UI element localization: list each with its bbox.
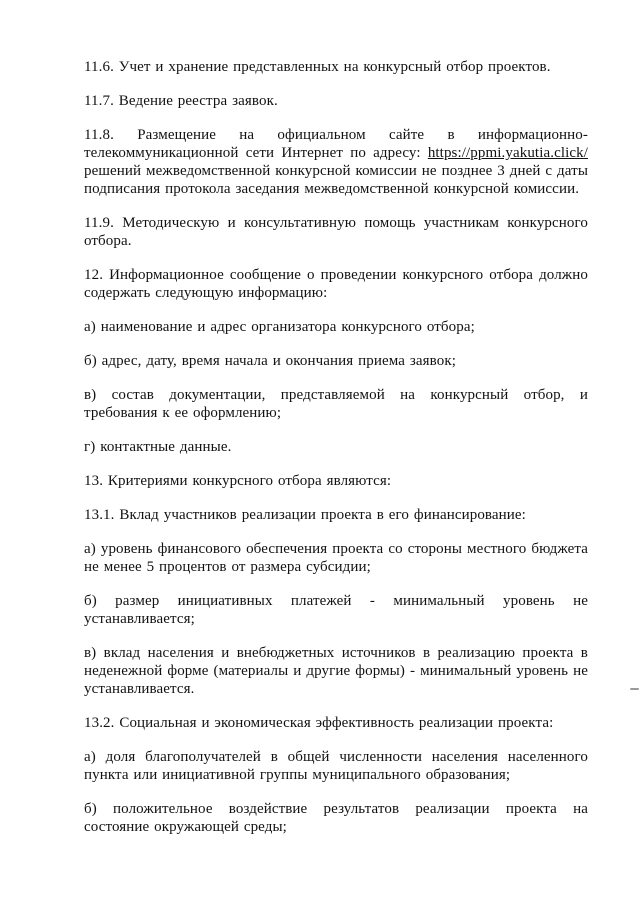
paragraph-13-2-item-a: а) доля благополучателей в общей численности населения населенного пункта или инициативной группы муниципального образования;: [84, 749, 588, 783]
website-url-link[interactable]: https://ppmi.yakutia.click/: [427, 145, 588, 161]
paragraph-12-item-b: б) адрес, дату, время начала и окончания приема заявок;: [84, 353, 456, 369]
paragraph-11-8-text-before: 11.8. Размещение на официальном сайте в информационно-телекоммуникационной сети Интернет по адресу:: [84, 127, 588, 161]
paragraph-13-1-item-a: а) уровень финансового обеспечения проекта со стороны местного бюджета не менее 5 процентов от размера субсидии;: [84, 541, 588, 575]
paragraph-13-1: 13.1. Вклад участников реализации проекта в его финансирование:: [84, 507, 526, 523]
paragraph-12-item-v: в) состав документации, представляемой на конкурсный отбор, и требования к ее оформлению;: [84, 387, 588, 421]
scan-artifact-mark: [630, 688, 639, 690]
paragraph-13-2: 13.2. Социальная и экономическая эффективность реализации проекта:: [84, 715, 554, 731]
paragraph-13-2-item-b: б) положительное воздействие результатов реализации проекта на состояние окружающей среды;: [84, 801, 588, 835]
paragraph-12-item-a: а) наименование и адрес организатора конкурсного отбора;: [84, 319, 475, 335]
paragraph-11-6: 11.6. Учет и хранение представленных на конкурсный отбор проектов.: [84, 59, 551, 75]
paragraph-13: 13. Критериями конкурсного отбора являются:: [84, 473, 392, 489]
paragraph-11-7: 11.7. Ведение реестра заявок.: [84, 93, 278, 109]
paragraph-11-8: [84, 126, 588, 198]
paragraph-11-8-text-after: решений межведомственной конкурсной комиссии не позднее 3 дней с даты подписания протокола заседания межведомственной конкурсной комиссии.: [84, 163, 588, 197]
paragraph-13-1-item-b: б) размер инициативных платежей - минимальный уровень не устанавливается;: [84, 593, 588, 627]
paragraph-12: 12. Информационное сообщение о проведении конкурсного отбора должно содержать следующую информацию:: [84, 267, 588, 301]
paragraph-12-item-g: г) контактные данные.: [84, 439, 232, 455]
paragraph-13-1-item-v: в) вклад населения и внебюджетных источников в реализацию проекта в неденежной форме (материалы и другие формы) - минимальный уровень не устанавливается.: [84, 645, 588, 697]
paragraph-11-9: 11.9. Методическую и консультативную помощь участникам конкурсного отбора.: [84, 215, 588, 249]
